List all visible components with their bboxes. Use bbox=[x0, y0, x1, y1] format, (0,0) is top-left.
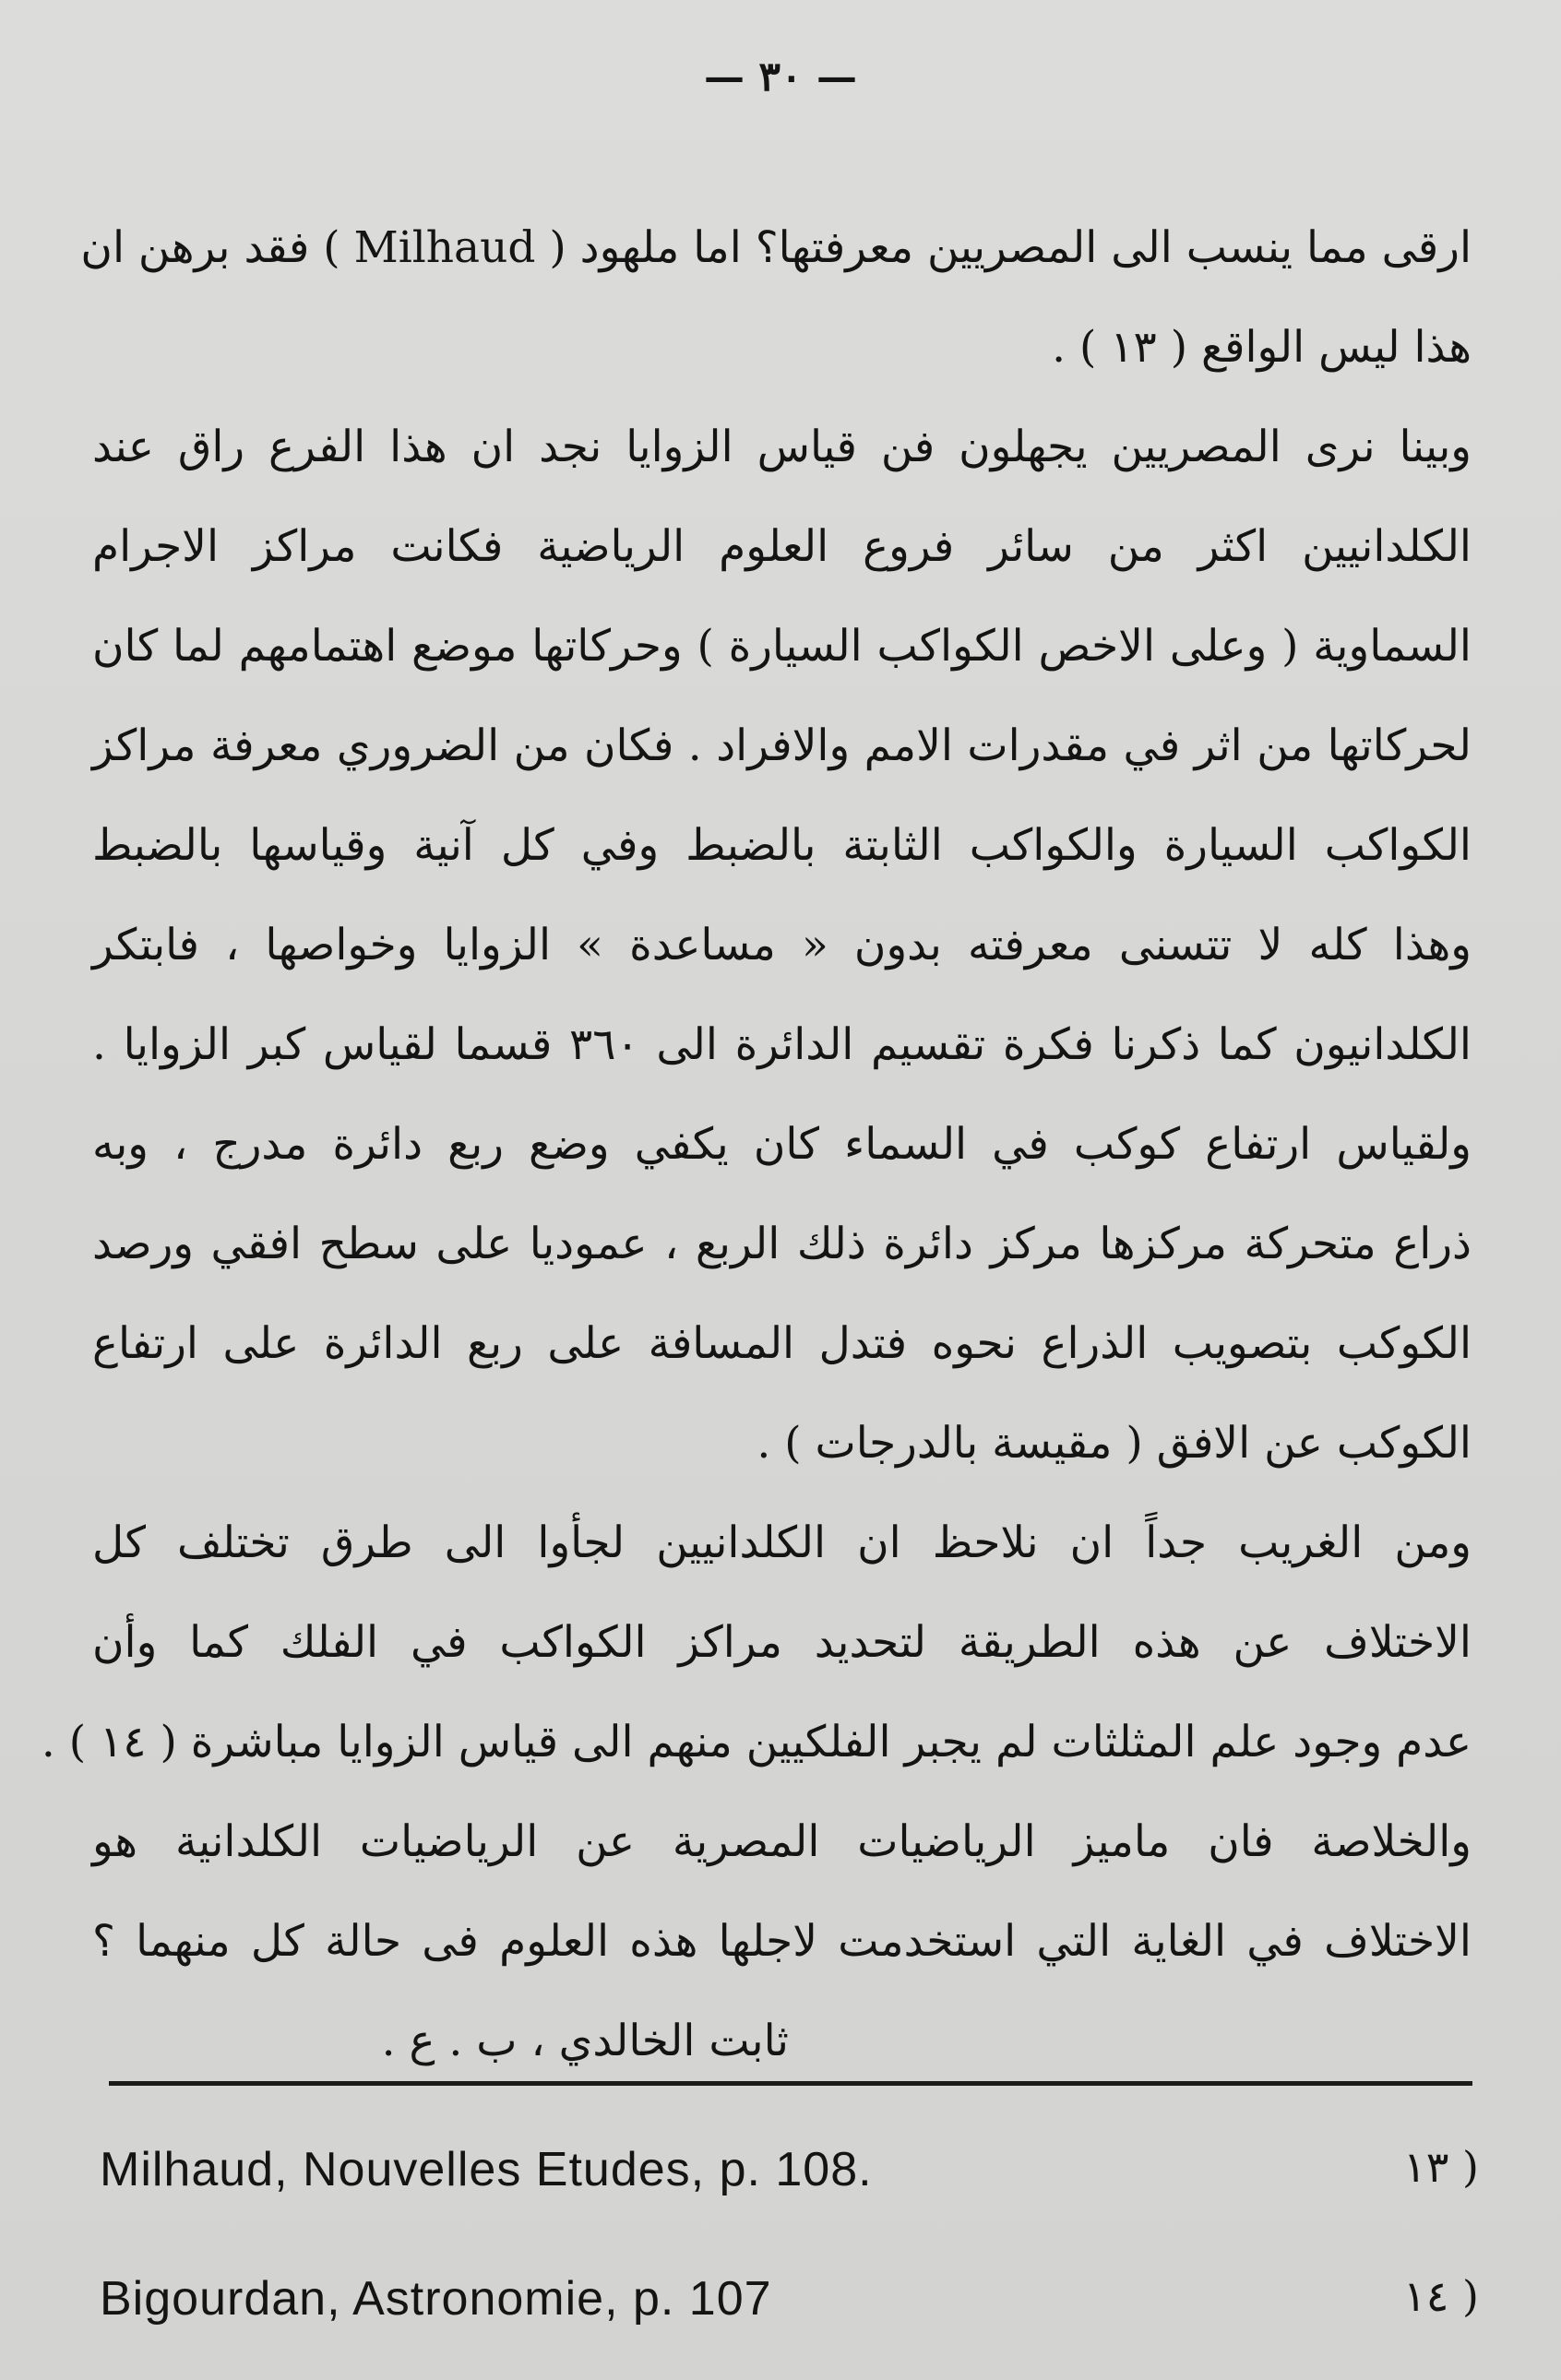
paragraph-line: ارقى مما ينسب الى المصريين معرفتها؟ اما ملهود ( Milhaud ) فقد برهن ان bbox=[80, 222, 1472, 273]
paragraph-line: ولقياس ارتفاع كوكب في السماء كان يكفي وضع ربع دائرة مدرج ، وبه bbox=[92, 1119, 1472, 1170]
paragraph-line: ذراع متحركة مركزها مركز دائرة ذلك الربع ، عموديا على سطح افقي ورصد bbox=[92, 1219, 1472, 1269]
footnote-14 bbox=[100, 2271, 1479, 2345]
author-signature: ثابت الخالدي ، ب . ع . bbox=[381, 2016, 789, 2066]
paragraph-line: السماوية ( وعلى الاخص الكواكب السيارة ) وحركاتها موضع اهتمامهم لما كان bbox=[92, 621, 1472, 672]
paragraph-line: لحركاتها من اثر في مقدرات الامم والافراد . فكان من الضروري معرفة مراكز bbox=[92, 720, 1472, 771]
footnote-citation: Milhaud, Nouvelles Etudes, p. 108. bbox=[100, 2143, 873, 2196]
footnote-divider bbox=[109, 2081, 1472, 2086]
paragraph-line: وهذا كله لا تتسنى معرفته بدون « مساعدة » الزوايا وخواصها ، فابتكر bbox=[92, 920, 1472, 970]
paragraph-line: والخلاصة فان ماميز الرياضيات المصرية عن الرياضيات الكلدانية هو bbox=[92, 1816, 1472, 1867]
paragraph-line: الكلدانيون كما ذكرنا فكرة تقسيم الدائرة الى ٣٦٠ قسما لقياس كبر الزوايا . bbox=[92, 1019, 1472, 1070]
footnote-marker: ( ١٤ bbox=[1403, 2271, 1479, 2321]
paragraph-line: الكواكب السيارة والكواكب الثابتة بالضبط وفي كل آنية وقياسها بالضبط bbox=[92, 820, 1472, 871]
paragraph-line: الكلدانيين اكثر من سائر فروع العلوم الرياضية فكانت مراكز الاجرام bbox=[92, 521, 1472, 572]
paragraph-line: الكوكب عن الافق ( مقيسة بالدرجات ) . bbox=[757, 1418, 1472, 1469]
footnote-citation: Bigourdan, Astronomie, p. 107 bbox=[100, 2272, 772, 2326]
footnote-marker: ( ١٣ bbox=[1403, 2142, 1479, 2192]
page-number: — ٣٠ — bbox=[704, 54, 857, 101]
paragraph-line: الاختلاف عن هذه الطريقة لتحديد مراكز الكواكب في الفلك كما وأن bbox=[92, 1617, 1472, 1668]
paragraph-line: هذا ليس الواقع ( ١٣ ) . bbox=[1052, 322, 1472, 373]
paragraph-line: الكوكب بتصويب الذراع نحوه فتدل المسافة على ربع الدائرة على ارتفاع bbox=[92, 1318, 1472, 1369]
paragraph-line: وبينا نرى المصريين يجهلون فن قياس الزوايا نجد ان هذا الفرع راق عند bbox=[92, 422, 1472, 472]
body-text bbox=[41, 198, 1472, 2091]
footnote-13 bbox=[100, 2142, 1479, 2216]
paragraph-line: ومن الغريب جداً ان نلاحظ ان الكلدانيين لجأوا الى طرق تختلف كل bbox=[92, 1517, 1472, 1568]
paragraph-line: عدم وجود علم المثلثات لم يجبر الفلكيين منهم الى قياس الزوايا مباشرة ( ١٤ ) . bbox=[41, 1717, 1472, 1767]
paragraph-line: الاختلاف في الغاية التي استخدمت لاجلها هذه العلوم فى حالة كل منهما ؟ bbox=[92, 1916, 1472, 1967]
